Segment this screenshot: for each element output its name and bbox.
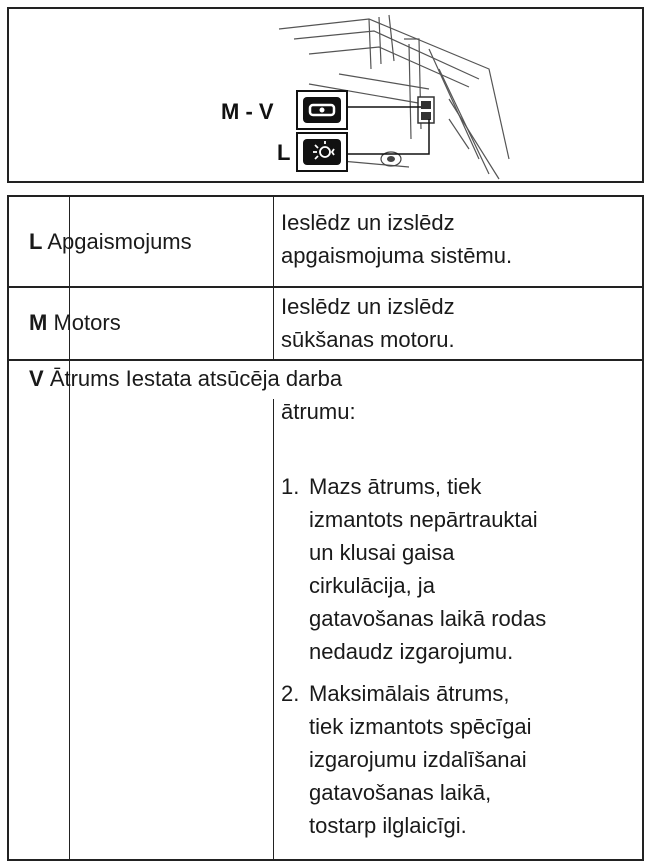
row-description: Ieslēdz un izslēdz sūkšanas motoru. <box>281 294 455 352</box>
table-row <box>9 197 642 288</box>
light-button-icon <box>303 139 341 165</box>
control-panel-figure <box>7 7 644 183</box>
label-motor-speed: M - V <box>221 99 274 124</box>
row-name: V Ātrums Iestata atsūcēja darba <box>29 366 343 391</box>
function-table <box>7 195 644 861</box>
row-description: Ieslēdz un izslēdz apgaismojuma sistēmu. <box>281 210 513 268</box>
table-row <box>9 286 642 361</box>
row-name: L Apgaismojums <box>29 229 192 254</box>
table-row <box>9 359 642 859</box>
label-light: L <box>277 140 291 165</box>
row-description: ātrumu: <box>281 399 356 424</box>
list-item: 2. Maksimālais ātrums, tiek izmantots spēcīgai izgarojumu izdalīšanai gatavošanas laikā, tostarp ilglaicīgi. <box>281 681 532 838</box>
list-item: 1. Mazs ātrums, tiek izmantots nepārtrauktai un klusai gaisa cirkulācija, ja gatavošanas laikā rodas nedaudz izgarojumu. <box>281 474 547 664</box>
row-name: M Motors <box>29 310 121 335</box>
hood-control-illustration <box>9 9 646 185</box>
